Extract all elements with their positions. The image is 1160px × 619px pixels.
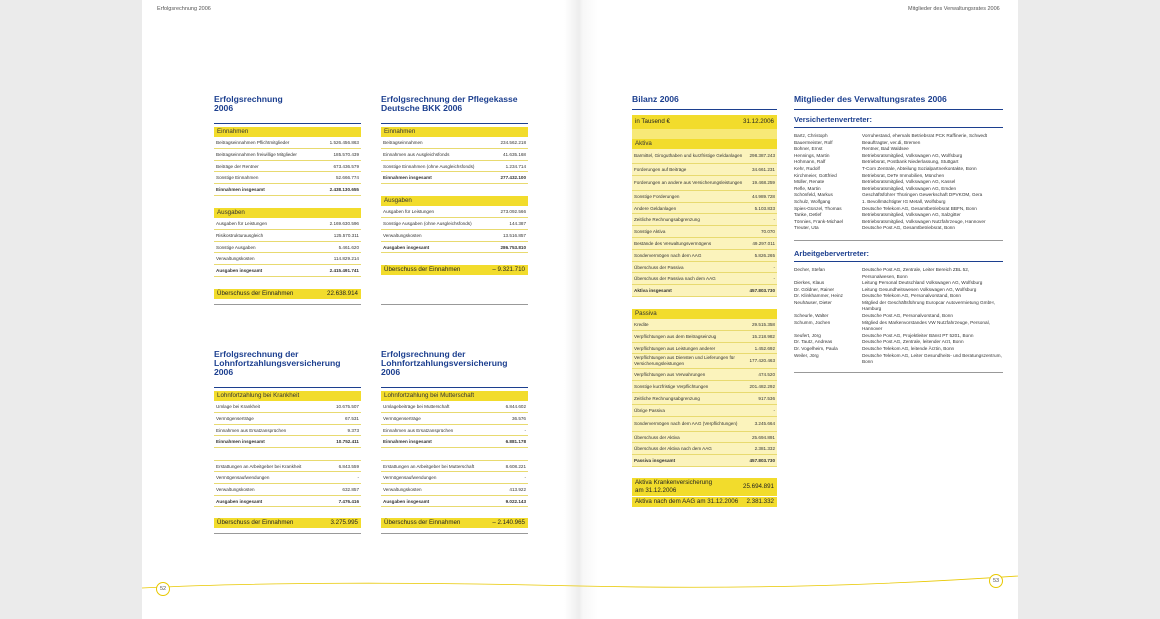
section-lohnfortzahlung-mutterschaft xyxy=(381,350,528,534)
divider xyxy=(794,127,1003,128)
section-pflegekasse xyxy=(381,95,528,305)
table-row: Überschuss der Aktiva nach dem AAG 2.381.332 xyxy=(632,443,777,455)
section-title: Erfolgsrechnung der xyxy=(381,349,466,359)
member-name: Tönnies, Frank-Michael xyxy=(794,218,843,224)
section-title-line2: Deutsche BKK 2006 xyxy=(381,103,463,113)
total-row: Ausgaben insgesamt 9.022.143 xyxy=(381,496,528,508)
member-name: Dr. Klinkhammer, Heinz xyxy=(794,293,843,299)
member-name: Dr. Göldner, Rainer xyxy=(794,286,835,292)
member-organisation: Rentner, Bad Waldsee xyxy=(862,146,909,152)
section-erfolgsrechnung xyxy=(214,95,361,305)
table-row: Einnahmen aus Ersatzansprüchen 9.373 xyxy=(214,425,361,437)
member-name: Dr. Vogelheim, Paula xyxy=(794,346,838,352)
member-organisation: Deutsche Post AG, Personalvorstand, Bonn xyxy=(862,313,953,319)
total-row: Passiva insgesamt 457.803.730 xyxy=(632,455,777,467)
section-mitglieder xyxy=(794,95,1003,373)
member-organisation: Betriebsratsmitglied, Volkswagen AG, Kassel xyxy=(862,179,956,185)
divider xyxy=(381,123,528,124)
member-organisation: Deutsche Telekom AG, Gesamtbetriebsrat BBFN, Bonn xyxy=(862,205,977,211)
table-row: Erstattungen an Arbeitgeber bei Mutterschaft 8.608.221 xyxy=(381,460,528,472)
member-name: Dierkes, Klaus xyxy=(794,280,825,286)
table-row: Forderungen auf Beiträge 34.661.231 xyxy=(632,164,777,176)
surplus-bar: Überschuss der Einnahmen – 2.140.965 xyxy=(381,518,528,528)
member-name: Bauermeister, Rolf xyxy=(794,139,833,145)
member-row xyxy=(794,179,1003,186)
member-organisation: Leitung Gesundheitswesen Volkswagen AG, Wolfsburg xyxy=(862,286,977,292)
member-row xyxy=(794,199,1003,206)
table-row: Umlagebeiträge bei Mutterschaft 6.844.602 xyxy=(381,401,528,413)
member-row xyxy=(794,280,1003,287)
member-name: Kehr, Rudolf xyxy=(794,165,820,171)
member-name: Bohner, Ernst xyxy=(794,146,823,152)
member-list-arbeitgeber xyxy=(794,267,1003,366)
section-title: Bilanz 2006 xyxy=(632,94,679,104)
member-name: Seufert, Jörg xyxy=(794,332,821,338)
divider xyxy=(214,304,361,305)
table-row: Vermögenserträge 67.531 xyxy=(214,413,361,425)
table-row: Verwaltungskosten 413.922 xyxy=(381,484,528,496)
member-row xyxy=(794,140,1003,147)
unit-bar: in Tausend € 31.12.2006 xyxy=(632,115,777,129)
divider xyxy=(381,533,528,534)
member-row xyxy=(794,166,1003,173)
member-name: Schönfeld, Markus xyxy=(794,192,833,198)
divider xyxy=(794,372,1003,373)
group-label: Einnahmen xyxy=(381,127,528,137)
table-row: Verpflichtungen aus dem Beitragseinzug 15.218.982 xyxy=(632,331,777,343)
member-row xyxy=(794,206,1003,213)
group-label: Aktiva xyxy=(632,139,777,149)
member-row xyxy=(794,267,1003,280)
section-title-line2: Lohnfortzahlungsversicherung 2006 xyxy=(214,358,341,377)
member-organisation: Deutsche Post AG, Zentrale, Leiter Bereich ZBL 52, Personalwesen, Bonn xyxy=(862,266,970,279)
member-row xyxy=(794,133,1003,140)
table-row: Sonstige Forderungen 44.989.728 xyxy=(632,191,777,203)
member-row xyxy=(794,212,1003,219)
page-curve-line xyxy=(0,560,1160,600)
subsection-title: Arbeitgebervertreter: xyxy=(794,248,870,258)
divider xyxy=(214,387,361,388)
member-row xyxy=(794,300,1003,313)
member-name: Treuter, Uta xyxy=(794,225,819,231)
member-row xyxy=(794,333,1003,340)
member-name: Hennings, Martin xyxy=(794,152,830,158)
total-row: Ausgaben insgesamt 2.415.491.741 xyxy=(214,265,361,277)
total-row: Ausgaben insgesamt 7.476.416 xyxy=(214,496,361,508)
table-row: Beitragseinnahmen Pflichtmitglieder 1.526.456.863 xyxy=(214,137,361,149)
member-organisation: Betriebsratsmitglied, Volkswagen AG, Emden xyxy=(862,185,957,191)
table-row: Umlage bei Krankheit 10.675.507 xyxy=(214,401,361,413)
member-row xyxy=(794,146,1003,153)
table-row: Sonstige Einnahmen (ohne Ausgleichsfonds) 1.234.714 xyxy=(381,161,528,173)
member-name: Dr. Tautz, Andreas xyxy=(794,339,833,345)
member-name: Bartz, Christoph xyxy=(794,133,828,138)
table-row: Zeitliche Rechnungsabgrenzung 917.536 xyxy=(632,393,777,405)
table-row: Sonstige Aktiva 70.070 xyxy=(632,226,777,238)
group-label: Passiva xyxy=(632,309,777,319)
member-organisation: Deutsche Telekom AG, Personalvorstand, Bonn xyxy=(862,293,961,299)
table-row: Verwaltungskosten 114.829.214 xyxy=(214,253,361,265)
section-title-line2: 2006 xyxy=(214,103,234,113)
table-row: Verpflichtungen aus Leistungen anderer 1.452.692 xyxy=(632,343,777,355)
member-organisation: Leitung Personal Deutschland Volkswagen AG, Wolfsburg xyxy=(862,280,983,286)
section-lohnfortzahlung-krankheit xyxy=(214,350,361,534)
table-row: Verwaltungskosten 632.857 xyxy=(214,484,361,496)
table-row: Vermögensaufwendungen - xyxy=(214,472,361,484)
member-name: Kirchmeier, Gottfried xyxy=(794,172,837,178)
group-label: Lohnfortzahlung bei Mutterschaft xyxy=(381,391,528,401)
table-row: Vermögenserträge 36.576 xyxy=(381,413,528,425)
table-row: Sonstige Ausgaben 5.461.620 xyxy=(214,242,361,254)
member-name: Tanke, Detlef xyxy=(794,212,822,218)
member-organisation: Deutsche Post AG, Projektleiter Bänst PT 5201, Bonn xyxy=(862,332,974,338)
group-label: Lohnfortzahlung bei Krankheit xyxy=(214,391,361,401)
table-row: Übrige Passiva - xyxy=(632,405,777,417)
member-row xyxy=(794,153,1003,160)
member-name: Schumm, Jochen xyxy=(794,319,831,325)
member-name: Scheurle, Walter xyxy=(794,313,829,319)
table-row: Zeitliche Rechnungsabgrenzung - xyxy=(632,214,777,226)
member-name: Höhmann, Ralf xyxy=(794,159,826,165)
total-row: Einnahmen insgesamt 277.432.100 xyxy=(381,172,528,184)
table-row: Forderungen an andere aus Versicherungsleistungen 19.468.259 xyxy=(632,176,777,191)
group-label: Ausgaben xyxy=(214,208,361,218)
unit-bar-spacer xyxy=(632,129,777,139)
member-organisation: Betriebsratsmitglied, Volkswagen Nutzfahrzeuge, Hannover xyxy=(862,218,986,224)
member-organisation: 1. Bevollmächtigter IG Metall, Wolfsburg xyxy=(862,198,946,204)
table-row: Ausgaben für Leistungen 273.092.566 xyxy=(381,206,528,218)
member-name: Schulz, Wolfgang xyxy=(794,198,831,204)
table-row: Überschuss der Aktiva 25.694.891 xyxy=(632,432,777,444)
total-row: Einnahmen insgesamt 2.438.130.655 xyxy=(214,184,361,196)
section-title: Erfolgsrechnung der xyxy=(214,349,299,359)
book-gutter xyxy=(564,0,598,619)
summary-bar: Aktiva nach dem AAG am 31.12.2006 2.381.332 xyxy=(632,497,777,507)
member-row xyxy=(794,219,1003,226)
total-row: Ausgaben insgesamt 286.753.810 xyxy=(381,242,528,254)
member-row xyxy=(794,173,1003,180)
table-row: Beitragseinnahmen freiwillige Mitglieder 185.570.439 xyxy=(214,149,361,161)
member-row xyxy=(794,320,1003,333)
member-organisation: Betriebsratsmitglied, Volkswagen AG, Salzgitter xyxy=(862,212,961,218)
section-title: Erfolgsrechnung xyxy=(214,94,283,104)
running-header-right: Mitglieder des Verwaltungsrates 2006 xyxy=(908,6,1000,12)
divider xyxy=(381,387,528,388)
divider xyxy=(794,240,1003,241)
member-row xyxy=(794,353,1003,366)
total-row: Einnahmen insgesamt 6.881.178 xyxy=(381,436,528,448)
section-title: Mitglieder des Verwaltungsrates 2006 xyxy=(794,94,947,104)
table-row: Kredite 29.515.358 xyxy=(632,319,777,331)
table-row: Verwaltungskosten 13.516.857 xyxy=(381,230,528,242)
table-row: Sonstige Ausgaben (ohne Ausgleichsfonds) 144.387 xyxy=(381,218,528,230)
table-row: Überschuss der Passiva - xyxy=(632,262,777,274)
member-organisation: Geschäftsführer Thüringen Gewerkschaft DPVKOM, Gera xyxy=(862,192,983,198)
section-title: Erfolgsrechnung der Pflegekasse xyxy=(381,94,518,104)
member-row xyxy=(794,159,1003,166)
table-row: Einnahmen aus Ersatzansprüchen - xyxy=(381,425,528,437)
member-organisation: Betriebsrat, DeTe Immobilien, München xyxy=(862,172,945,178)
member-organisation: Betriebsratsmitglied, Volkswagen AG, Wolfsburg xyxy=(862,152,963,158)
table-row: Risikostrukturausgleich 125.570.311 xyxy=(214,230,361,242)
surplus-bar: Überschuss der Einnahmen – 9.321.710 xyxy=(381,265,528,275)
member-row xyxy=(794,186,1003,193)
page-number-right: 53 xyxy=(989,574,1003,588)
member-organisation: Vorruhestand, ehemals Betriebsrat PCK Raffinerie, Schwedt xyxy=(862,133,987,138)
member-organisation: Deutsche Post AG, Gesamtbetriebsrat, Bonn xyxy=(862,225,956,231)
section-title-line2: Lohnfortzahlungsversicherung 2006 xyxy=(381,358,508,377)
divider xyxy=(214,123,361,124)
member-row xyxy=(794,346,1003,353)
member-organisation: Deutsche Telekom AG, leitende Ärztin, Bonn xyxy=(862,346,955,352)
divider xyxy=(632,109,777,110)
member-name: Refle, Martin xyxy=(794,185,821,191)
divider xyxy=(214,533,361,534)
table-row: Andere Geldanlagen 5.103.833 xyxy=(632,203,777,215)
table-row: Beitragseinnahmen 234.562.218 xyxy=(381,137,528,149)
table-row: Verpflichtungen aus Diensten und Lieferungen für Versicherungsleistungen 177.420.463 xyxy=(632,354,777,369)
member-organisation: Betriebsrat, Postbank Niederlassung, Stuttgart xyxy=(862,159,959,165)
member-organisation: Mitglied des Markenvorstandes VW Nutzfahrzeuge, Personal, Hannover xyxy=(862,319,990,332)
total-row: Einnahmen insgesamt 10.752.411 xyxy=(214,436,361,448)
table-row: Erstattungen an Arbeitgeber bei Krankheit 6.843.559 xyxy=(214,460,361,472)
member-organisation: Deutsche Telekom AG, Leiter Gesundheits- und Beratungszentrum, Bonn xyxy=(862,352,1002,365)
table-row: Sondervermögen nach dem AAG 5.826.265 xyxy=(632,250,777,262)
table-row: Barmittel, Giroguthaben und kurzfristige Geldanlagen 298.387.243 xyxy=(632,149,777,164)
member-organisation: T-Com Zentrale, Abteilung Sozialpartnerkontakte, Bonn xyxy=(862,165,977,171)
table-row: Beiträge der Rentner 673.436.579 xyxy=(214,161,361,173)
member-organisation: Deutsche Post AG, Zentrale, leitender Arzt, Bonn xyxy=(862,339,964,345)
surplus-bar: Überschuss der Einnahmen 3.275.995 xyxy=(214,518,361,528)
section-bilanz xyxy=(632,95,777,507)
member-name: Neuhäuser, Dieter xyxy=(794,299,832,305)
running-header-left: Erfolgsrechnung 2006 xyxy=(157,6,211,12)
member-organisation: Mitglied der Geschäftsführung Europcar Autovermietung GmbH, Hamburg xyxy=(862,299,995,312)
table-row: Bestände des Verwaltungsvermögens 49.297.011 xyxy=(632,238,777,250)
subsection-title: Versichertenvertreter: xyxy=(794,115,872,124)
divider xyxy=(381,304,528,305)
member-row xyxy=(794,313,1003,320)
member-organisation: Beauftragter, ver.di, Bremen xyxy=(862,139,921,145)
surplus-bar: Überschuss der Einnahmen 22.638.914 xyxy=(214,289,361,299)
member-name: Müller, Renate xyxy=(794,179,825,185)
page-number-left: 52 xyxy=(156,582,170,596)
table-row: Ausgaben für Leistungen 2.169.630.596 xyxy=(214,218,361,230)
table-row: Vermögensaufwendungen - xyxy=(381,472,528,484)
total-row: Aktiva insgesamt 457.803.730 xyxy=(632,285,777,297)
member-name: Spies-Günzel, Thomas xyxy=(794,205,842,211)
group-label: Einnahmen xyxy=(214,127,361,137)
divider xyxy=(794,261,1003,262)
summary-bar: Aktiva Krankenversicherung am 31.12.2006 25.694.891 xyxy=(632,478,777,496)
table-row: Verpflichtungen aus Verwahrungen 474.520 xyxy=(632,369,777,381)
member-row xyxy=(794,192,1003,199)
member-name: Decher, Stefan xyxy=(794,266,826,272)
table-row: Einnahmen aus Ausgleichsfonds 41.635.168 xyxy=(381,149,528,161)
table-row: Überschuss der Passiva nach dem AAG - xyxy=(632,273,777,285)
group-label: Ausgaben xyxy=(381,196,528,206)
member-row xyxy=(794,287,1003,294)
member-row xyxy=(794,225,1003,232)
member-list-versicherte xyxy=(794,133,1003,232)
member-row xyxy=(794,293,1003,300)
member-name: Weiler, Jörg xyxy=(794,352,819,358)
table-row: Sonstige Einnahmen 52.666.774 xyxy=(214,172,361,184)
table-row: Sonstige kurzfristige Verpflichtungen 201.482.292 xyxy=(632,381,777,393)
divider xyxy=(794,109,1003,110)
table-row: Sondervermögen nach dem AAG (Verpflichtungen) 3.245.664 xyxy=(632,417,777,432)
